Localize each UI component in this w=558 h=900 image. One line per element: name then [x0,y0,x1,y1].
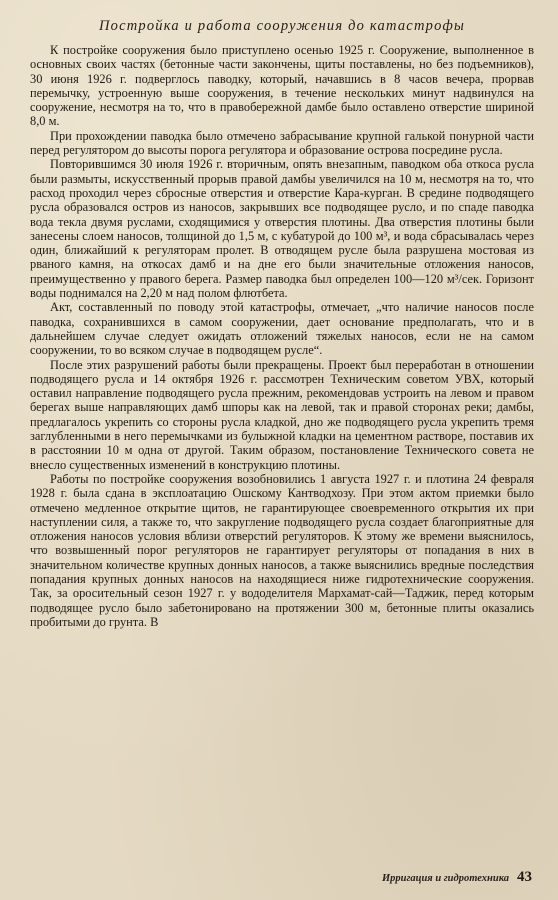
section-heading: Постройка и работа сооружения до катастрофы [98,18,466,34]
paragraph: Акт, составленный по поводу этой катастрофы, отмечает, „что наличие наносов после паводка, сохранившихся в самом сооружении, дает основание предполагать, что и в дальнейшем случае следует ожидать отложений тяжелых наносов, если не на самом сооружении, то во всяком случае в подводящем русле“. [30,300,534,358]
paragraph: После этих разрушений работы были прекращены. Проект был переработан в отношении подводящего русла и 14 октября 1926 г. рассмотрен Техническим советом УВХ, который оставил направление подводящего русла прежним, рекомендовав устроить на левом и правом берегах выше направляющих дамб шпоры как на левой, так и правой сторонах реки; дамбы, предлагалось укрепить со стороны русла кладкой, дно же подводящего русла укрепить тремя заглубленными в него перемычками из булыжной кладки на цементном растворе, поставив их в расстоянии 10 м одна от другой. Таким образом, постановление Технического совета не внесло существенных изменений в конструкцию плотины. [30,357,534,472]
paragraph: Повторившимся 30 июля 1926 г. вторичным, опять внезапным, паводком оба откоса русла были размыты, искусственный прорыв правой дамбы увеличился на 10 м, несмотря на то, что расход проходил через сбросные отверстия и отверстие Кара-курган. В средине подводящего русла образовался остров из наносов, закрывших все подводящее русло, и по спаде паводка вода текла двумя руслами, сходящимися у отверстия плотины. Два отверстия плотины были занесены слоем наносов, толщиной до 1,5 м, с кубатурой до 100 м³, и вода сбрасывалась через один, ближайший к регуляторам пролет. В отводящем русле была разрушена мостовая из рваного камня, на откосах дамб и на дне его были значительные отложения наносов, преимущественно у правого берега. Размер паводка был определен 100—120 м³/сек. Горизонт воды поднимался на 2,20 м над полом флютбета. [30,157,534,301]
article-body [30,43,534,629]
journal-title: Ирригация и гидротехника [381,873,509,884]
page-footer [382,869,532,886]
paragraph: Работы по постройке сооружения возобновились 1 августа 1927 г. и плотина 24 февраля 1928 г. была сдана в эксплоатацию Ошскому Кантводхозу. При этом актом приемки было отмечено медленное открытие щитов, не гарантирующее своевременного открытия их при наступлении силя, а также то, что закругление подводящего русла создает благоприятные для отложения наносов условия вблизи отверстий регуляторов. К этому же времени выяснилось, что возвышенный порог регуляторов не гарантирует регуляторы от попадания в них в значительном количестве крупных донных наносов, а также выяснились вредные последствия попадания крупных донных наносов на находящиеся ниже гидротехнические сооружения. Так, за оросительный сезон 1927 г. у вододелителя Мархамат-сай—Таджик, перед которым подводящее русло было забетонировано на протяжении 300 м, бетонные плиты оказались пробитыми до грунта. В [30,471,534,629]
paragraph: К постройке сооружения было приступлено осенью 1925 г. Сооружение, выполненное в основных своих частях (бетонные части закончены, щиты поставлены, но без подъемников), 30 июня 1926 г. подверглось паводку, который, начавшись в 8 часов вечера, прорвав перемычку, устроенную выше сооружения, в течение нескольких минут надвинулся на сооружение, несмотря на то, что в правобережной дамбе было оставлено отверстие шириной 8,0 м. [30,43,534,129]
paragraph: При прохождении паводка было отмечено забрасывание крупной галькой понурной части перед регулятором до высоты порога регулятора и образование острова посредине русла. [30,128,534,158]
page-number: 43 [517,869,532,885]
